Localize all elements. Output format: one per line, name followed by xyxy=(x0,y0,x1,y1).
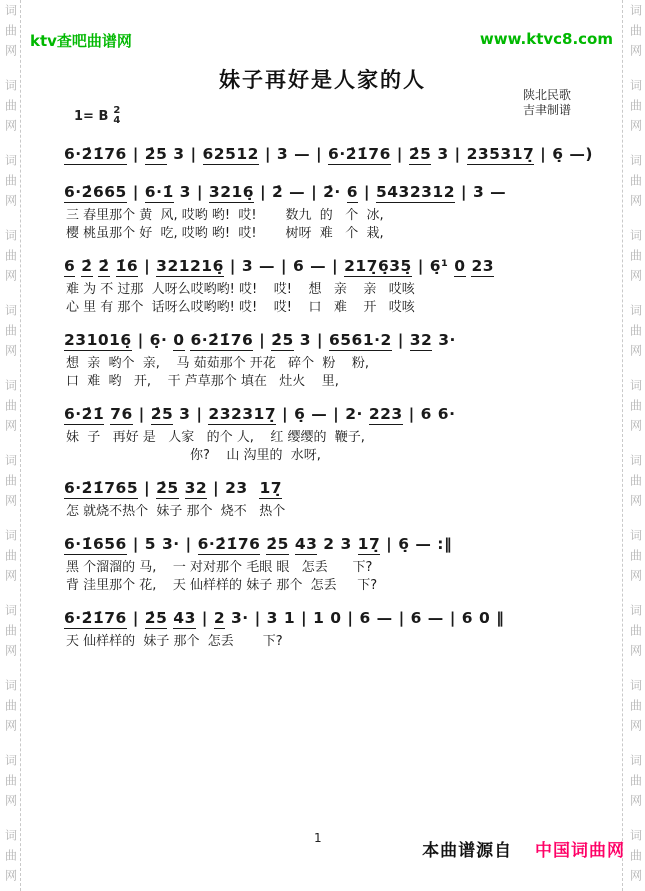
score-system-2 xyxy=(64,178,617,243)
meta-row xyxy=(28,88,617,130)
meter-numerator: 2 xyxy=(113,105,121,116)
notation-line: 6·1̇656 | 5 3· | 6·2̇1̇76 2̇5 43 2 3 17̣ | 6̣ — :‖ xyxy=(64,535,453,553)
watermark-text: 词曲网 xyxy=(3,604,18,664)
lyric-line: 背 洼里那个 花, 天 仙样样的 妹子 那个 怎丢 下? xyxy=(66,578,378,593)
notation-line: 6·2̇1̇765 | 2̇5 32 | 23 17̣ xyxy=(64,479,283,497)
watermark-text: 词曲网 xyxy=(3,454,18,514)
source-prefix: 本曲谱源自 xyxy=(422,841,513,861)
watermark-text: 词曲网 xyxy=(3,4,18,64)
site-url-link[interactable]: www.ktvc8.com xyxy=(479,30,613,48)
watermark-text: 词曲网 xyxy=(3,229,18,289)
origin-label: 陕北民歌 xyxy=(522,88,571,102)
transcriber-label: 吉聿制谱 xyxy=(522,103,571,117)
lyric-line: 妹 子 再好 是 人家 的个 人, 红 缨缨的 鞭子, xyxy=(66,430,365,445)
lyric-line: 难 为 不 过那 人呀么哎哟哟! 哎! 哎! 想 亲 亲 哎咳 xyxy=(66,282,415,297)
site-header xyxy=(30,30,613,51)
notation-line: 6·2̇1̇ 76 | 2̇5 3 | 232317̣ | 6̣ — | 2· 223 | 6 6· xyxy=(64,405,456,423)
watermark-text: 词曲网 xyxy=(628,229,643,289)
lyric-line: 口 难 哟 开, 干 芦草那个 填在 灶火 里, xyxy=(66,374,339,389)
lyric-line: 你? 山 沟里的 水呀, xyxy=(66,448,321,463)
site-name-link[interactable]: ktv查吧曲谱网 xyxy=(30,32,132,50)
score-system-3 xyxy=(64,252,617,317)
watermark-text: 词曲网 xyxy=(628,154,643,214)
content-area xyxy=(28,0,617,660)
source-site-link[interactable]: 中国词曲网 xyxy=(535,841,625,861)
watermark-text: 词曲网 xyxy=(3,304,18,364)
notation-line: 6·2̇1̇76 | 2̇5 43 | 2 3· | 3 1 | 1 0 | 6 — | 6 — | 6 0 ‖ xyxy=(64,609,505,627)
lyric-line: 想 亲 哟个 亲, 马 茹茹那个 开花 碎个 粉 粉, xyxy=(66,356,370,371)
watermark-text: 词曲网 xyxy=(628,304,643,364)
lyric-line: 樱 桃虽那个 好 吃, 哎哟 哟! 哎! 树呀 难 个 栽, xyxy=(66,226,384,241)
score-system-1 xyxy=(64,140,617,169)
watermark-text: 词曲网 xyxy=(3,754,18,814)
score-system-4 xyxy=(64,326,617,391)
watermark-column-right xyxy=(626,4,644,891)
watermark-text: 词曲网 xyxy=(3,379,18,439)
notation-line: 6·2̇1̇76 | 2̇5 3 | 62512 | 3 — | 6·2̇1̇76 | 2̇5 3 | 235317̣ | 6̣ —) xyxy=(64,145,593,163)
score-system-6 xyxy=(64,474,617,521)
watermark-text: 词曲网 xyxy=(3,679,18,739)
watermark-text: 词曲网 xyxy=(3,79,18,139)
score-system-8 xyxy=(64,604,617,651)
lyric-line: 怎 就烧不热个 妹子 那个 烧不 热个 xyxy=(66,504,286,519)
watermark-text: 词曲网 xyxy=(3,154,18,214)
notation-line: 6·2̇665 | 6·1̇ 3 | 3216̣ | 2̇ — | 2̇· 6 | 5432312 | 3 — xyxy=(64,183,507,201)
watermark-text: 词曲网 xyxy=(628,79,643,139)
page-number: 1 xyxy=(314,831,322,845)
watermark-text: 词曲网 xyxy=(628,679,643,739)
watermark-text: 词曲网 xyxy=(628,829,643,889)
lyric-line: 黑 个溜溜的 马, 一 对对那个 毛眼 眼 怎丢 下? xyxy=(66,560,373,575)
meter-denominator: 4 xyxy=(113,115,121,126)
watermark-text: 词曲网 xyxy=(628,454,643,514)
notation-line: 6 2̇ 2̇ 1̇6 | 321216̣ | 3 — | 6 — | 217̣6̣35̣ | 6̣¹ 0 23 xyxy=(64,257,495,275)
score-system-7 xyxy=(64,530,617,595)
key-signature-text: 1= B xyxy=(74,108,109,124)
watermark-text: 词曲网 xyxy=(628,604,643,664)
score-system-5 xyxy=(64,400,617,465)
watermark-text: 词曲网 xyxy=(3,829,18,889)
source-line xyxy=(422,836,625,861)
credits xyxy=(523,88,571,118)
dashed-border-left xyxy=(20,0,21,891)
song-title: 妹子再好是人家的人 xyxy=(219,68,426,92)
watermark-text: 词曲网 xyxy=(628,754,643,814)
watermark-text: 词曲网 xyxy=(628,379,643,439)
score xyxy=(64,140,617,651)
dashed-border-right xyxy=(622,0,623,891)
watermark-column-left xyxy=(1,4,19,891)
watermark-text: 词曲网 xyxy=(628,529,643,589)
watermark-text: 词曲网 xyxy=(628,4,643,64)
lyric-line: 三 春里那个 黄 风, 哎哟 哟! 哎! 数九 的 个 冰, xyxy=(66,208,384,223)
meter-fraction xyxy=(113,106,120,126)
lyric-line: 心 里 有 那个 话呀么哎哟哟! 哎! 哎! 口 难 开 哎咳 xyxy=(66,300,415,315)
lyric-line: 天 仙样样的 妹子 那个 怎丢 下? xyxy=(66,634,283,649)
notation-line: 231016̣ | 6̣· 0 6·2̇1̇76 | 2̇5 3 | 6561·2 | 32 3· xyxy=(64,331,456,349)
watermark-text: 词曲网 xyxy=(3,529,18,589)
key-signature xyxy=(74,106,120,126)
